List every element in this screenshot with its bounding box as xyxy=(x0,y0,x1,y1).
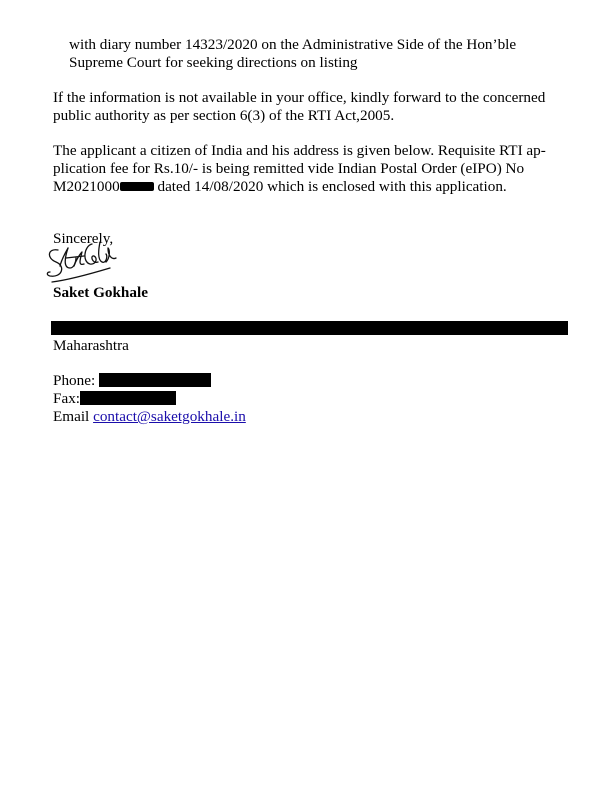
paragraph-2-line-1: The applicant a citizen of India and his address is given below. Requisite RTI ap- xyxy=(53,142,546,159)
email-line xyxy=(53,408,246,426)
paragraph-2-line-3 xyxy=(53,178,507,196)
redacted-address-bar xyxy=(51,321,568,335)
signatory-name: Saket Gokhale xyxy=(53,284,148,301)
paragraph-1-line-2: public authority as per section 6(3) of the RTI Act,2005. xyxy=(53,107,395,124)
postal-order-number-prefix: M2021000 xyxy=(53,178,120,195)
paragraph-2-line-2: plication fee for Rs.10/- is being remitted vide Indian Postal Order (eIPO) No xyxy=(53,160,525,177)
email-link[interactable]: contact@saketgokhale.in xyxy=(93,408,246,425)
salutation: Sincerely, xyxy=(53,230,114,247)
fax-label: Fax: xyxy=(53,390,81,407)
continuation-line-1: with diary number 14323/2020 on the Administrative Side of the Hon’ble xyxy=(69,36,517,53)
paragraph-1-line-1: If the information is not available in your office, kindly forward to the concerned xyxy=(53,89,546,106)
continuation-line-2: Supreme Court for seeking directions on listing xyxy=(69,54,358,71)
email-label: Email xyxy=(53,408,90,425)
redacted-phone-number xyxy=(99,373,211,387)
phone-line xyxy=(53,372,211,390)
address-state: Maharashtra xyxy=(53,337,129,354)
handwritten-signature xyxy=(44,238,120,286)
postal-order-date-text: dated 14/08/2020 which is enclosed with this application. xyxy=(153,178,507,195)
redacted-fax-number xyxy=(80,391,176,405)
redacted-postal-order-suffix xyxy=(120,182,154,191)
phone-label: Phone: xyxy=(53,372,96,389)
fax-line xyxy=(53,390,176,408)
